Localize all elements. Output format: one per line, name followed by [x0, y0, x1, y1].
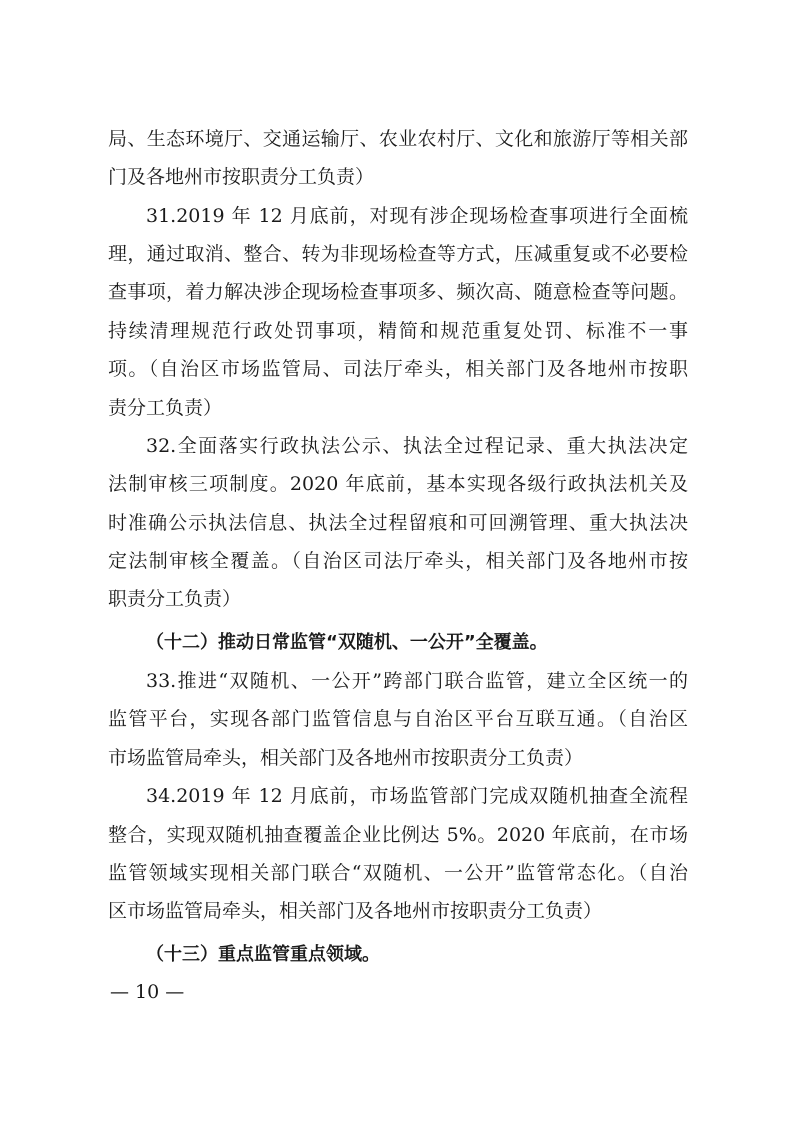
paragraph-line: 区市场监管局牵头，相关部门及各地州市按职责分工负责） [108, 900, 603, 922]
paragraph-line: 持续清理规范行政处罚事项，精简和规范重复处罚、标准不一事 [108, 320, 688, 342]
page-number: — 10 — [110, 981, 185, 1003]
paragraph-line: 33.推进“双随机、一公开”跨部门联合监管，建立全区统一的 [146, 670, 688, 692]
paragraph-line: 34.2019 年 12 月底前，市场监管部门完成双随机抽查全流程 [146, 785, 688, 807]
section-heading: （十三）重点监管重点领域。 [146, 944, 380, 965]
paragraph-line: 查事项，着力解决涉企现场检查事项多、频次高、随意检查等问题。 [108, 281, 688, 303]
paragraph-line: 职责分工负责） [108, 588, 242, 610]
paragraph-line: 局、生态环境厅、交通运输厅、农业农村厅、文化和旅游厅等相关部 [108, 128, 688, 150]
paragraph-line: 整合，实现双随机抽查覆盖企业比例达 5%。2020 年底前，在市场 [108, 824, 688, 846]
section-heading: （十二）推动日常监管“双随机、一公开”全覆盖。 [146, 632, 548, 653]
paragraph-line: 监管平台，实现各部门监管信息与自治区平台互联互通。（自治区 [108, 708, 688, 730]
paragraph-line: 32.全面落实行政执法公示、执法全过程记录、重大执法决定 [146, 435, 688, 457]
paragraph-line: 定法制审核全覆盖。（自治区司法厅牵头，相关部门及各地州市按 [108, 550, 688, 572]
paragraph-line: 门及各地州市按职责分工负责） [108, 166, 375, 188]
paragraph-line: 项。（自治区市场监管局、司法厅牵头，相关部门及各地州市按职 [108, 358, 688, 380]
paragraph-line: 市场监管局牵头，相关部门及各地州市按职责分工负责） [108, 747, 584, 769]
paragraph-line: 责分工负责） [108, 397, 223, 419]
paragraph-line: 理，通过取消、整合、转为非现场检查等方式，压减重复或不必要检 [108, 243, 688, 265]
paragraph-line: 法制审核三项制度。2020 年底前，基本实现各级行政执法机关及 [108, 473, 688, 495]
paragraph-line: 31.2019 年 12 月底前，对现有涉企现场检查事项进行全面梳 [146, 205, 688, 227]
paragraph-line: 监管领域实现相关部门联合“双随机、一公开”监管常态化。（自治 [108, 862, 688, 884]
paragraph-line: 时准确公示执法信息、执法全过程留痕和可回溯管理、重大执法决 [108, 512, 688, 534]
